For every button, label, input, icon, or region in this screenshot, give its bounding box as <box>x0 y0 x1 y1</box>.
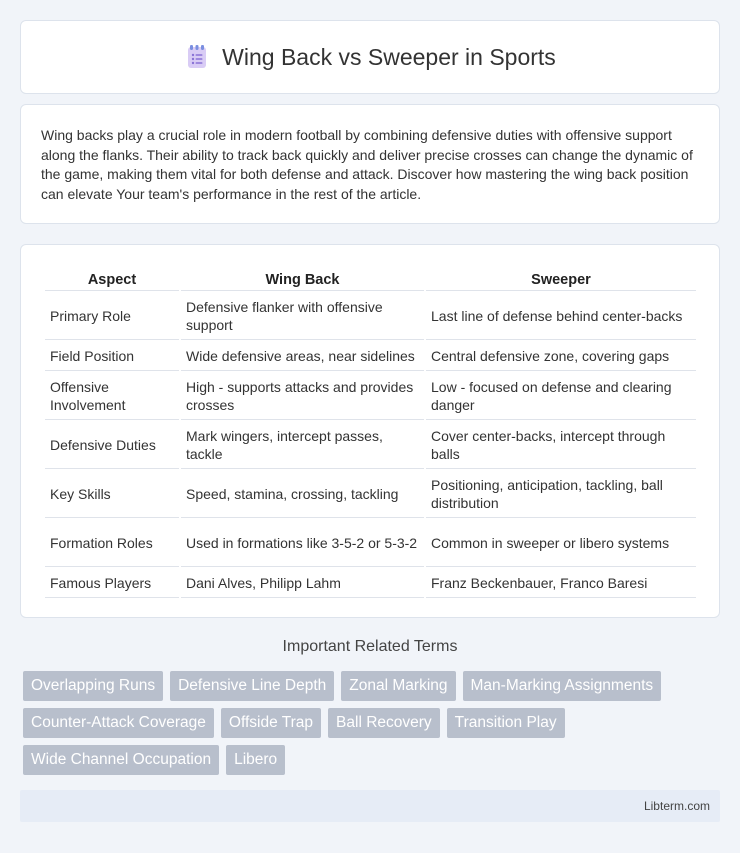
document-list-icon <box>184 44 210 70</box>
table-cell: Famous Players <box>45 569 179 598</box>
tag-libero[interactable]: Libero <box>226 745 285 775</box>
table-cell: Speed, stamina, crossing, tackling <box>181 471 424 518</box>
table-cell: Dani Alves, Philipp Lahm <box>181 569 424 598</box>
footer <box>20 790 720 822</box>
table-cell: Positioning, anticipation, tackling, ball distribution <box>426 471 696 518</box>
table-row <box>45 293 696 340</box>
table-row <box>45 520 696 567</box>
tag-offside-trap[interactable]: Offside Trap <box>221 708 321 738</box>
table-cell: Defensive Duties <box>45 422 179 469</box>
table-cell: Used in formations like 3-5-2 or 5-3-2 <box>181 520 424 567</box>
related-terms-list <box>23 671 713 782</box>
table-cell: Common in sweeper or libero systems <box>426 520 696 567</box>
table-cell: Central defensive zone, covering gaps <box>426 342 696 371</box>
related-terms-heading: Important Related Terms <box>282 638 458 655</box>
footer-brand-link[interactable]: Libterm.com <box>643 799 710 813</box>
table-cell: Franz Beckenbauer, Franco Baresi <box>426 569 696 598</box>
table-row <box>45 373 696 420</box>
intro-card <box>20 104 720 224</box>
page-title: Wing Back vs Sweeper in Sports <box>222 43 556 70</box>
table-cell: Mark wingers, intercept passes, tackle <box>181 422 424 469</box>
tag-wide-channel-occupation[interactable]: Wide Channel Occupation <box>23 745 219 775</box>
table-cell: Offensive Involvement <box>45 373 179 420</box>
tag-overlapping-runs[interactable]: Overlapping Runs <box>23 671 163 701</box>
intro-paragraph: Wing backs play a crucial role in modern football by combining defensive duties with offensive support along the flanks. Their ability to track back quickly and deliver precise crosses can change the dynamic of the game, making them vital for both defense and attack. Discover how mastering the wing back position can elevate Your team's performance in the rest of the article. <box>41 127 693 202</box>
title-card <box>20 20 720 94</box>
table-cell: Field Position <box>45 342 179 371</box>
table-header-row <box>45 269 696 291</box>
comparison-card <box>20 244 720 618</box>
table-row <box>45 471 696 518</box>
table-cell: Low - focused on defense and clearing danger <box>426 373 696 420</box>
table-cell: Wide defensive areas, near sidelines <box>181 342 424 371</box>
tag-defensive-line-depth[interactable]: Defensive Line Depth <box>170 671 334 701</box>
tag-ball-recovery[interactable]: Ball Recovery <box>328 708 440 738</box>
tag-zonal-marking[interactable]: Zonal Marking <box>341 671 455 701</box>
comparison-table <box>43 267 698 600</box>
table-cell: Cover center-backs, intercept through balls <box>426 422 696 469</box>
column-header-sweeper: Sweeper <box>426 269 696 291</box>
table-cell: Defensive flanker with offensive support <box>181 293 424 340</box>
table-row <box>45 342 696 371</box>
table-cell: High - supports attacks and provides crosses <box>181 373 424 420</box>
table-row <box>45 569 696 598</box>
table-row <box>45 422 696 469</box>
table-cell: Formation Roles <box>45 520 179 567</box>
tag-transition-play[interactable]: Transition Play <box>447 708 565 738</box>
table-cell: Key Skills <box>45 471 179 518</box>
tag-man-marking-assignments[interactable]: Man-Marking Assignments <box>463 671 662 701</box>
column-header-wing-back: Wing Back <box>181 269 424 291</box>
table-cell: Last line of defense behind center-backs <box>426 293 696 340</box>
tag-counter-attack-coverage[interactable]: Counter-Attack Coverage <box>23 708 214 738</box>
column-header-aspect: Aspect <box>45 269 179 291</box>
table-cell: Primary Role <box>45 293 179 340</box>
